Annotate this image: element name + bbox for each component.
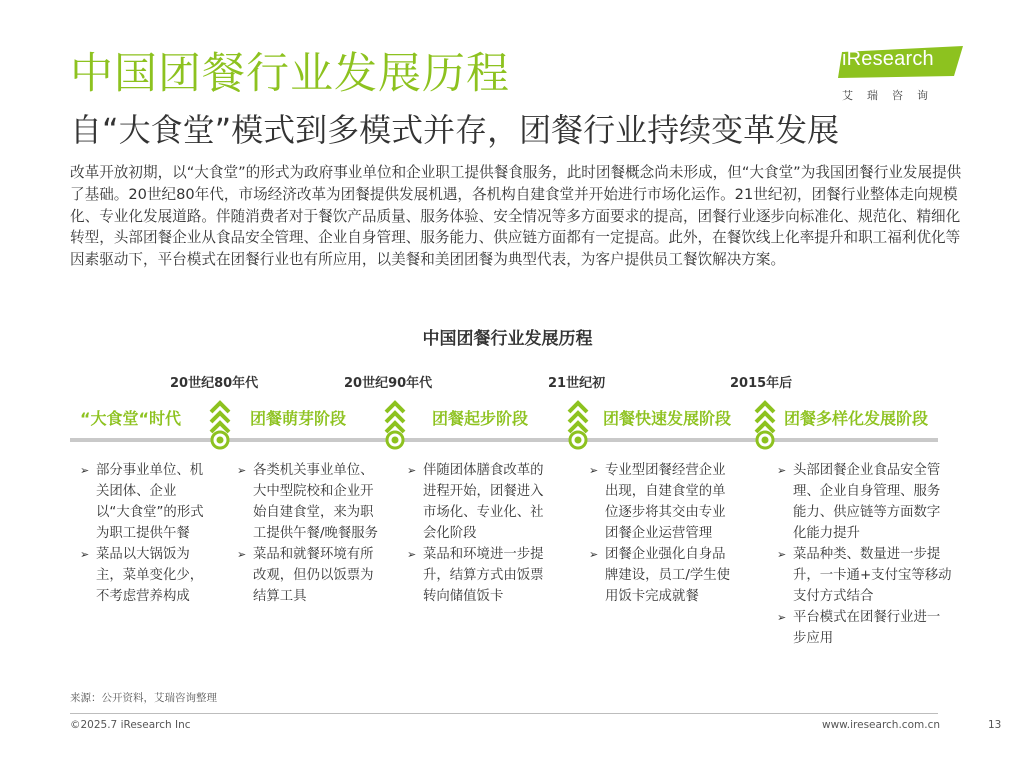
stage-label: 团餐萌芽阶段 — [250, 409, 347, 428]
stage-column — [589, 460, 736, 607]
timeline-axis — [70, 438, 938, 442]
bullet-arrow-icon: ➢ — [80, 464, 90, 477]
timeline-node-icon — [565, 400, 591, 454]
list-item — [777, 607, 952, 649]
list-item — [589, 460, 736, 544]
bullet-arrow-icon: ➢ — [407, 464, 417, 477]
stage-label: 团餐起步阶段 — [432, 409, 529, 428]
bullet-arrow-icon: ➢ — [80, 548, 90, 561]
iresearch-logo — [838, 43, 964, 105]
website-link[interactable]: www.iresearch.com.cn — [821, 719, 940, 731]
list-item — [80, 460, 208, 544]
list-item — [589, 544, 736, 607]
stage-label: “大食堂“时代 — [80, 409, 182, 428]
list-item — [237, 544, 384, 607]
intro-paragraph: 改革开放初期，以“大食堂”的形式为政府事业单位和企业职工提供餐食服务，此时团餐概念尚未形成，但“大食堂”为我国团餐行业发展提供了基础。20世纪80年代，市场经济改革为团餐提供发展机遇，各机构自建食堂并开始进行市场化运作。21世纪初，团餐行业整体走向规模化、专业化发展道路。伴随消费者对于餐饮产品质量、服务体验、安全情况等多方面要求的提高，团餐行业逐步向标准化、规范化、精细化转型，头部团餐企业从食品安全管理、企业自身管理、服务能力、供应链方面都有一定提高。此外，在餐饮线上化率提升和职工福利优化等因素驱动下，平台模式在团餐行业也有所应用，以美餐和美团团餐为典型代表，为客户提供员工餐饮解决方案。 — [70, 164, 962, 269]
era-label: 2015年后 — [730, 376, 793, 391]
logo-cn-text: 艾瑞咨询 — [842, 89, 942, 102]
list-item — [237, 460, 384, 544]
stage-column — [777, 460, 952, 649]
page-subtitle: 自“大食堂”模式到多模式并存，团餐行业持续变革发展 — [70, 111, 840, 149]
source-note: 来源：公开资料，艾瑞咨询整理 — [70, 692, 217, 704]
timeline-node-icon — [382, 400, 408, 454]
bullet-arrow-icon: ➢ — [237, 548, 247, 561]
bullet-arrow-icon: ➢ — [589, 548, 599, 561]
copyright-text: ©2025.7 iResearch Inc — [70, 719, 191, 731]
logo-text: iResearch — [842, 48, 934, 70]
bullet-text: 菜品和环境进一步提升，结算方式由饭票转向储值饭卡 — [423, 547, 544, 604]
era-label: 20世纪90年代 — [344, 376, 433, 391]
bullet-text: 菜品和就餐环境有所改观，但仍以饭票为结算工具 — [253, 547, 374, 604]
stage-label: 团餐多样化发展阶段 — [784, 409, 929, 428]
era-label: 20世纪80年代 — [170, 376, 259, 391]
bullet-text: 菜品种类、数量进一步提升，一卡通+支付宝等移动支付方式结合 — [793, 547, 952, 604]
bullet-text: 头部团餐企业食品安全管理、企业自身管理、服务能力、供应链等方面数字化能力提升 — [793, 463, 941, 541]
bullet-text: 菜品以大锅饭为主，菜单变化少，不考虑营养构成 — [96, 547, 204, 604]
list-item — [777, 544, 952, 607]
bullet-text: 团餐企业强化自身品牌建设，员工/学生使用饭卡完成就餐 — [605, 547, 731, 604]
list-item — [80, 544, 208, 607]
stage-column — [80, 460, 208, 607]
bullet-arrow-icon: ➢ — [777, 464, 787, 477]
list-item — [407, 460, 554, 544]
bullet-arrow-icon: ➢ — [237, 464, 247, 477]
bullet-text: 部分事业单位、机关团体、企业以“大食堂”的形式为职工提供午餐 — [96, 463, 204, 541]
footer-divider — [70, 713, 938, 714]
bullet-text: 伴随团体膳食改革的进程开始，团餐进入市场化、专业化、社会化阶段 — [423, 463, 544, 541]
list-item — [407, 544, 554, 607]
list-item — [777, 460, 952, 544]
bullet-arrow-icon: ➢ — [777, 611, 787, 624]
timeline-title: 中国团餐行业发展历程 — [422, 329, 593, 349]
bullet-arrow-icon: ➢ — [407, 548, 417, 561]
stage-label: 团餐快速发展阶段 — [603, 409, 732, 428]
era-label: 21世纪初 — [548, 376, 606, 391]
bullet-text: 平台模式在团餐行业进一步应用 — [793, 610, 941, 646]
timeline-node-icon — [207, 400, 233, 454]
page-number: 13 — [988, 719, 1002, 731]
timeline-node-icon — [752, 400, 778, 454]
page-title: 中国团餐行业发展历程 — [70, 49, 510, 99]
stage-column — [407, 460, 554, 607]
bullet-arrow-icon: ➢ — [777, 548, 787, 561]
bullet-text: 专业型团餐经营企业出现，自建食堂的单位逐步将其交由专业团餐企业运营管理 — [605, 463, 726, 541]
bullet-arrow-icon: ➢ — [589, 464, 599, 477]
bullet-text: 各类机关事业单位、大中型院校和企业开始自建食堂，来为职工提供午餐/晚餐服务 — [253, 463, 379, 541]
stage-column — [237, 460, 384, 607]
